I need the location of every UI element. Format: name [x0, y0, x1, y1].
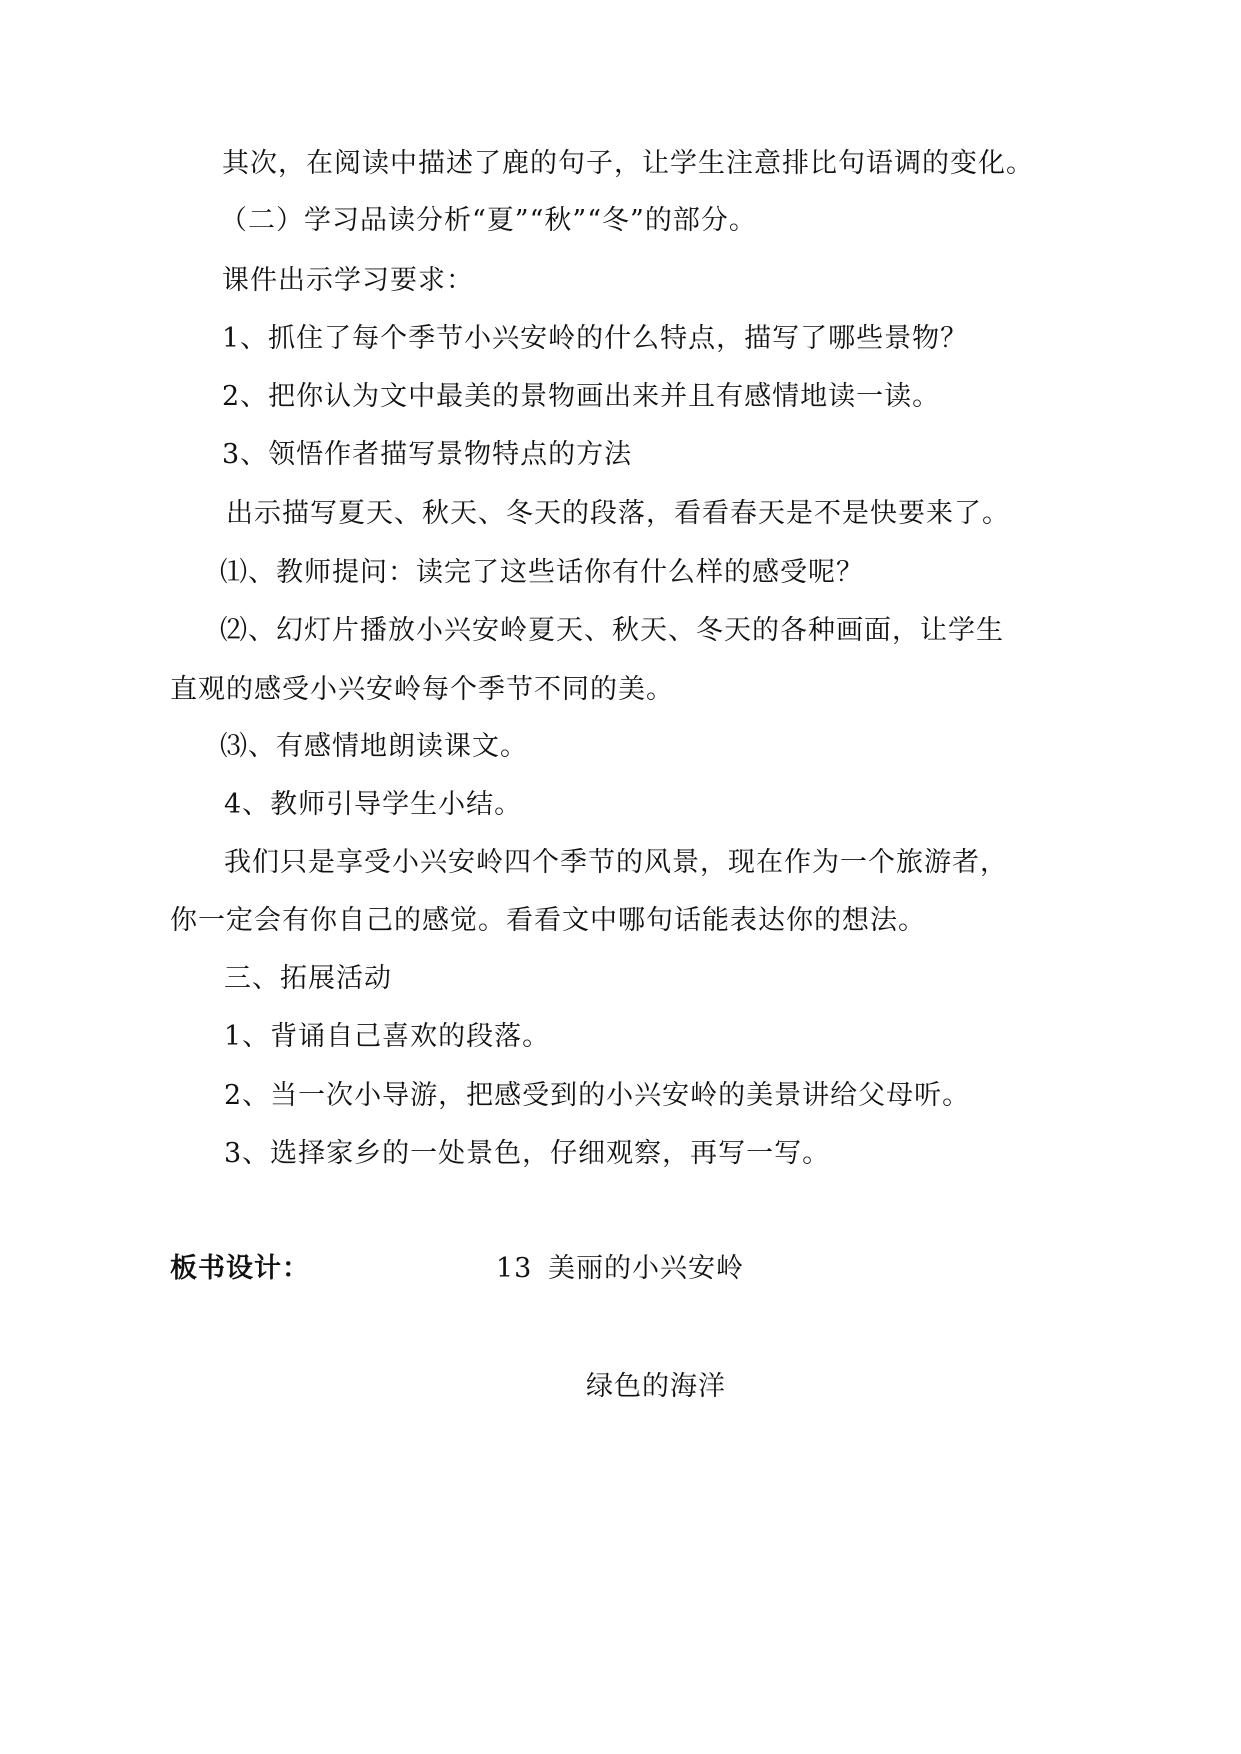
paragraph-line: 出示描写夏天、秋天、冬天的段落，看看春天是不是快要来了。 [226, 498, 1010, 529]
list-item: ⑴、教师提问：读完了这些话你有什么样的感受呢？ [220, 557, 864, 588]
list-item: 1、抓住了每个季节小兴安岭的什么特点，描写了哪些景物？ [222, 323, 969, 354]
list-item: 3、选择家乡的一处景色，仔细观察，再写一写。 [224, 1138, 831, 1169]
list-item: ⑶、有感情地朗读课文。 [220, 731, 528, 762]
paragraph-line: 课件出示学习要求： [222, 265, 474, 296]
lesson-title: 美丽的小兴安岭 [548, 1253, 744, 1284]
section-heading: 三、拓展活动 [224, 963, 392, 994]
list-item: 1、背诵自己喜欢的段落。 [224, 1021, 551, 1052]
paragraph-line: 你一定会有你自己的感觉。看看文中哪句话能表达你的想法。 [170, 905, 926, 936]
board-subtitle: 绿色的海洋 [586, 1371, 726, 1402]
list-item: 2、当一次小导游，把感受到的小兴安岭的美景讲给父母听。 [224, 1080, 971, 1111]
section-heading: （二）学习品读分析“夏”“秋”“冬”的部分。 [220, 205, 757, 236]
paragraph-line: 我们只是享受小兴安岭四个季节的风景，现在作为一个旅游者， [224, 847, 1008, 878]
list-item: 4、教师引导学生小结。 [224, 789, 523, 820]
paragraph-line: 其次，在阅读中描述了鹿的句子，让学生注意排比句语调的变化。 [222, 148, 1034, 179]
list-item: 2、把你认为文中最美的景物画出来并且有感情地读一读。 [222, 381, 941, 412]
list-item: 3、领悟作者描写景物特点的方法 [222, 439, 633, 470]
lesson-number: 13 [496, 1253, 533, 1284]
board-design-label: 板书设计： [170, 1253, 310, 1284]
list-item: ⑵、幻灯片播放小兴安岭夏天、秋天、冬天的各种画面，让学生 [220, 615, 1004, 646]
paragraph-line: 直观的感受小兴安岭每个季节不同的美。 [170, 674, 674, 705]
